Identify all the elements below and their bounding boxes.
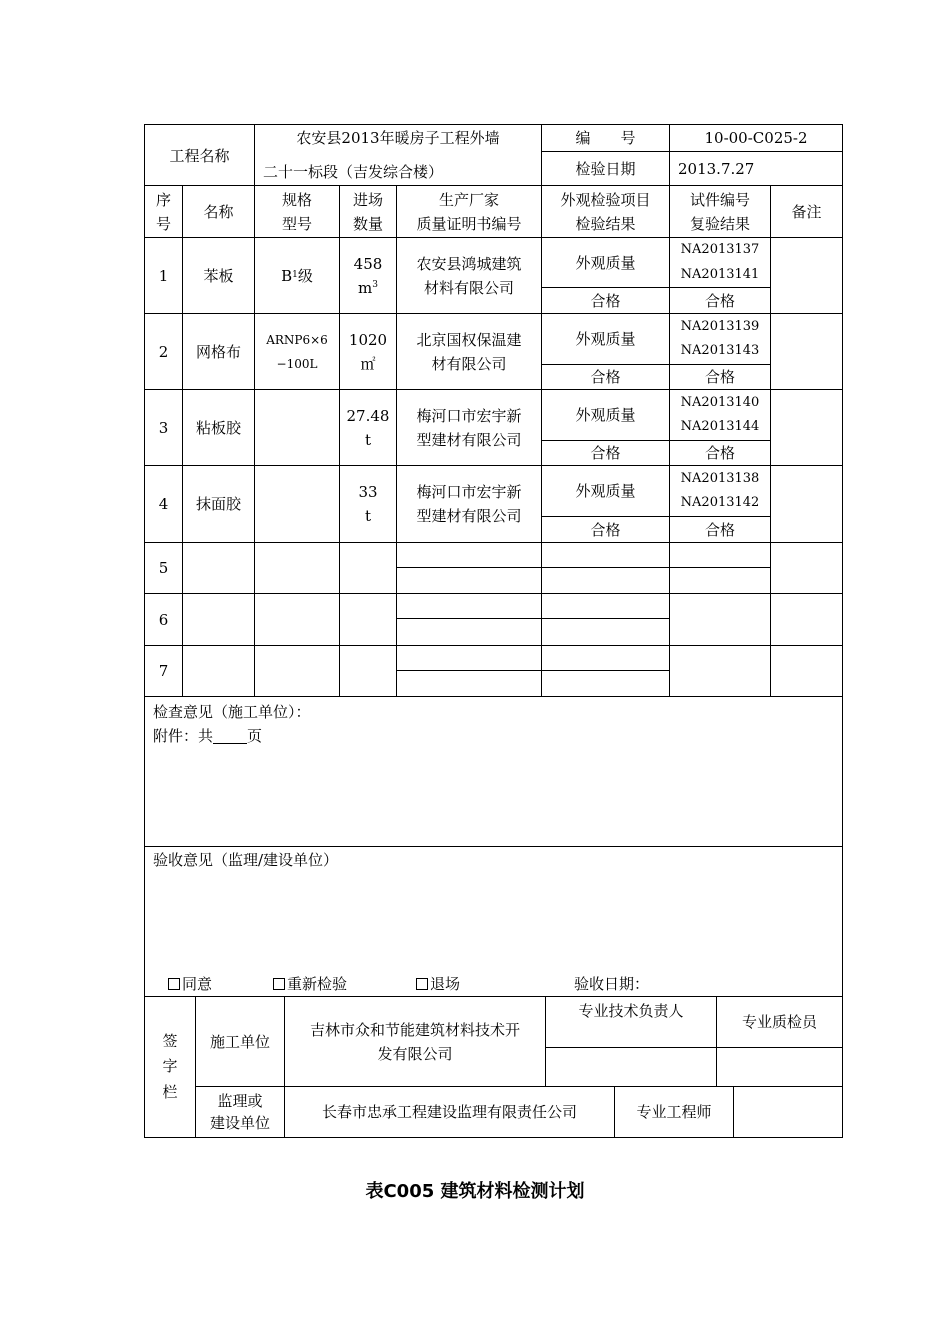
number-value: 10-00-C025-2: [704, 129, 808, 147]
rule: [144, 846, 843, 847]
row-1-no: 1: [158, 266, 169, 285]
row-2-spec: ARNP6×6 −100L: [266, 332, 328, 371]
contractor-label: 施工单位: [209, 1032, 270, 1051]
row-6-no: 6: [158, 610, 169, 629]
row-3-result: 合格: [590, 444, 621, 462]
row-4-name: 抹面胶: [195, 495, 241, 513]
row-1-maker: 农安县鸿城建筑 材料有限公司: [416, 254, 522, 297]
contractor-name: 吉林市众和节能建筑材料技术开 发有限公司: [309, 1020, 520, 1063]
number-label: 编 号: [575, 129, 636, 147]
tech-lead-label: 专业技术负责人: [578, 1002, 684, 1020]
rule: [144, 1137, 843, 1138]
rule: [842, 124, 843, 1138]
col-remark-header: 备注: [791, 202, 822, 221]
row-4-maker: 梅河口市宏宇新 型建材有限公司: [416, 483, 522, 525]
rule: [733, 1086, 734, 1138]
supervisor-name: 长春市忠承工程建设监理有限责任公司: [321, 1103, 577, 1121]
row-4-item: 外观质量: [575, 482, 636, 500]
row-3-name: 粘板胶: [195, 418, 241, 437]
row-4-recheck: 合格: [704, 520, 735, 539]
row-2-maker: 北京国权保温建 材有限公司: [416, 330, 522, 373]
row-4-no: 4: [158, 495, 169, 513]
row-3-no: 3: [158, 418, 169, 437]
col-name-header: 名称: [203, 202, 234, 221]
acceptance-label: 验收意见（监理/建设单位）: [153, 851, 339, 869]
supervisor-label: 监理或 建设单位: [209, 1091, 270, 1132]
acceptance-date-label: 验收日期：: [574, 975, 650, 993]
project-name-label: 工程名称: [169, 147, 230, 165]
row-1-specimen: NA2013137 NA2013141: [680, 242, 760, 282]
row-1-qty: 458 $m^3$: [353, 254, 383, 297]
col-specimen-header: 试件编号 复验结果: [689, 190, 750, 233]
row-5-no: 5: [158, 559, 169, 577]
row-2-item: 外观质量: [575, 330, 636, 348]
row-2-recheck: 合格: [704, 368, 735, 386]
row-1-item: 外观质量: [575, 253, 636, 272]
date-label: 检验日期: [575, 159, 636, 178]
row-1-name: 苯板: [203, 266, 234, 285]
row-2-result: 合格: [590, 368, 621, 386]
row-3-recheck: 合格: [704, 444, 735, 462]
col-spec-header: 规格 型号: [281, 190, 312, 233]
engineer-label: 专业工程师: [636, 1103, 712, 1121]
inspection-label: 检查意见（施工单位）：: [153, 703, 311, 721]
attachment-pages-blank: [213, 729, 247, 744]
recheck-checkbox: [273, 978, 285, 990]
row-1-spec: B 1 级: [281, 266, 313, 285]
agree-checkbox: [168, 978, 180, 990]
form-title: 表C005 建筑材料检测计划: [365, 1181, 585, 1202]
row-4-specimen: NA2013138 NA2013142: [680, 470, 760, 510]
rule: [545, 1047, 842, 1048]
row-3-specimen: NA2013140 NA2013144: [680, 394, 760, 434]
return-checkbox: [416, 978, 428, 990]
rule: [396, 618, 670, 619]
row-1-recheck: 合格: [704, 291, 735, 310]
row-3-item: 外观质量: [575, 406, 636, 424]
rule: [144, 542, 843, 543]
option-return: 退场: [416, 972, 460, 996]
rule: [144, 593, 843, 594]
option-recheck: 重新检验: [273, 972, 347, 996]
row-2-specimen: NA2013139 NA2013143: [680, 318, 760, 358]
rule: [144, 645, 843, 646]
rule: [144, 696, 843, 697]
col-qty-header: 进场 数量: [352, 190, 383, 233]
rule: [770, 185, 771, 696]
rule: [396, 670, 670, 671]
row-3-maker: 梅河口市宏宇新 型建材有限公司: [416, 406, 522, 449]
date-value: 2013.7.27: [678, 159, 755, 178]
project-name-line2: 二十一标段（吉发综合楼）: [263, 163, 444, 181]
row-2-no: 2: [158, 342, 169, 361]
project-name-line1: 农安县2013年暖房子工程外墙: [296, 129, 500, 147]
col-seq-header: 序 号: [155, 190, 171, 233]
row-2-qty: 1020 ㎡: [348, 330, 388, 373]
col-maker-header: 生产厂家 质量证明书编号: [416, 190, 522, 233]
row-4-qty: 33 t: [358, 483, 378, 525]
col-visual-header: 外观检验项目 检验结果: [560, 190, 651, 233]
signature-label: 签 字 栏: [162, 1031, 178, 1101]
qc-label: 专业质检员: [741, 1013, 817, 1031]
option-agree: 同意: [168, 972, 212, 996]
attachment-line: 附件：共 页: [153, 727, 263, 745]
rule: [396, 567, 770, 568]
row-2-name: 网格布: [195, 342, 241, 361]
row-1-result: 合格: [590, 291, 621, 310]
row-3-qty: 27.48 t: [346, 406, 390, 449]
row-7-no: 7: [158, 662, 169, 680]
row-4-result: 合格: [590, 520, 621, 539]
